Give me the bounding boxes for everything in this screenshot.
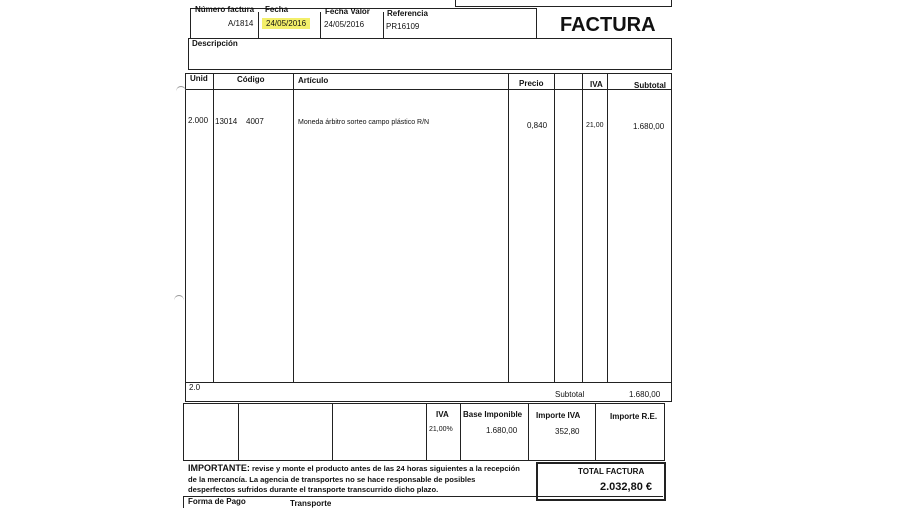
reference: PR16109 (386, 22, 420, 31)
subtotal-label: Subtotal (555, 390, 585, 399)
notice-text (188, 463, 523, 496)
tax-summary-box (183, 403, 665, 461)
row-subtotal: 1.680,00 (633, 122, 665, 131)
col-precio: Precio (519, 79, 544, 88)
col-codigo: Código (237, 75, 265, 84)
tax-importe-iva: 352,80 (555, 427, 580, 436)
tax-importe-iva-label: Importe IVA (536, 411, 581, 420)
row-codigo: 13014 (215, 117, 238, 126)
document-title: FACTURA (560, 14, 656, 36)
row-unid: 2.000 (188, 116, 209, 125)
row-precio: 0,840 (527, 121, 548, 130)
invoice-number-label: Número factura (195, 5, 255, 14)
punch-hole-mark (176, 86, 186, 97)
notice-body: revise y monte el producto antes de las 24 horas siguientes a la recepción de la mercancía. La agencia de transportes no se hace responsable de posibles desperfectos sufridos durante el transporte transcurrido dicho plazo. (188, 464, 520, 494)
tax-iva-label: IVA (436, 410, 449, 419)
reference-label: Referencia (387, 9, 428, 18)
subtotal-value: 1.680,00 (629, 390, 661, 399)
transport-label: Transporte (290, 499, 332, 508)
invoice-number: A/1814 (228, 19, 254, 28)
value-date-label: Fecha Valor (325, 7, 370, 16)
description-label: Descripción (192, 39, 238, 48)
col-subtotal: Subtotal (634, 81, 666, 90)
bottom-divider (183, 496, 663, 497)
row-articulo: Moneda árbitro sorteo campo plástico R/N (298, 119, 430, 126)
tax-iva: 21,00% (429, 426, 453, 433)
notice-bold: IMPORTANTE: (188, 463, 250, 473)
total-label: TOTAL FACTURA (578, 467, 645, 476)
col-unid: Unid (190, 74, 208, 83)
tax-base-label: Base Imponible (463, 410, 523, 419)
date: 24/05/2016 (262, 18, 310, 29)
col-articulo: Artículo (298, 76, 329, 85)
total-value: 2.032,80 € (600, 481, 652, 493)
row-iva: 21,00 (586, 122, 604, 129)
tax-importe-re-label: Importe R.E. (610, 412, 658, 421)
tax-base: 1.680,00 (486, 426, 518, 435)
address-box (455, 0, 672, 7)
description-box (188, 38, 672, 70)
total-units: 2.0 (189, 383, 201, 392)
bottom-left-border (183, 496, 184, 508)
col-iva: IVA (590, 80, 603, 89)
value-date: 24/05/2016 (324, 20, 365, 29)
row-codigo2: 4007 (246, 117, 264, 126)
punch-hole-mark (174, 295, 184, 306)
date-label: Fecha (265, 5, 289, 14)
payment-method-label: Forma de Pago (188, 497, 246, 506)
